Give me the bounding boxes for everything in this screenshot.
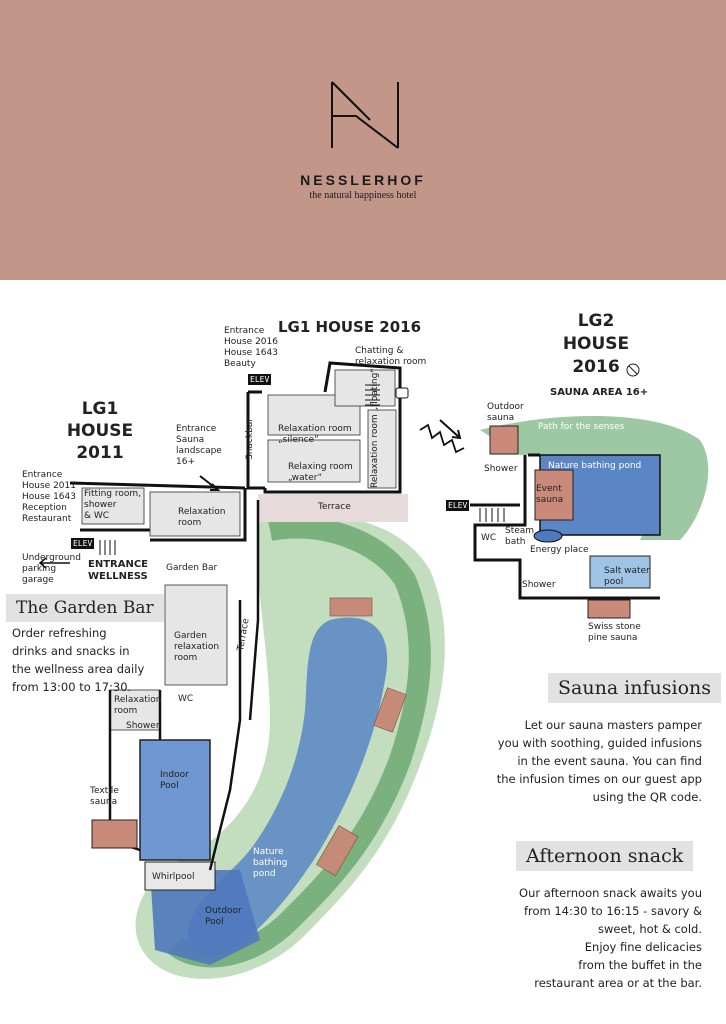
steam-bath-label: Steam bath bbox=[505, 526, 535, 547]
terrace-label: Terrace bbox=[318, 502, 351, 512]
arrow-icon bbox=[440, 420, 460, 438]
outdoor-sauna-label: Outdoor sauna bbox=[487, 402, 524, 423]
whirlpool-label: Whirlpool bbox=[152, 872, 195, 882]
path-senses-label: Path for the senses bbox=[538, 422, 625, 432]
textile-sauna-shape bbox=[92, 820, 137, 848]
indoor-pool-label: Indoor Pool bbox=[160, 770, 189, 791]
outdoor-pool-label: Outdoor Pool bbox=[205, 906, 242, 927]
event-sauna-label: Event sauna bbox=[536, 484, 564, 505]
snackbar-label: Snackbar bbox=[245, 417, 255, 460]
indoor-pool-shape bbox=[140, 740, 210, 860]
elevator-label: ELEV bbox=[73, 539, 93, 548]
entrance-wellness-label: ENTRANCE WELLNESS bbox=[88, 559, 148, 582]
relax-floating-label: Relaxation room „floating“ bbox=[370, 368, 380, 488]
lg1-2011-title: LG1 HOUSE 2011 bbox=[66, 399, 134, 463]
elevator-label: ELEV bbox=[250, 375, 270, 384]
sauna-area-label: SAUNA AREA 16+ bbox=[550, 387, 649, 398]
entrance-sauna-label: Entrance Sauna landscape 16+ bbox=[176, 424, 222, 467]
shower2-lg2-label: Shower bbox=[522, 580, 556, 590]
garden-bar-text: Order refreshing drinks and snacks in the wellness area daily from 13:00 to 17:30. bbox=[12, 626, 145, 694]
sauna-infusions-title: Sauna infusions bbox=[548, 673, 721, 703]
shower-label: Shower bbox=[126, 721, 160, 731]
sauna-infusions-text: Let our sauna masters pamper you with soothing, guided infusions in the event sauna. You can find the infusion times on our guest app using the QR code. bbox=[496, 718, 702, 804]
elevator-label: ELEV bbox=[448, 501, 468, 510]
brand-tagline: the natural happiness hotel bbox=[309, 190, 417, 201]
nesslerhof-logo-icon bbox=[328, 80, 402, 150]
terrace-vertical-label: Terrace bbox=[236, 617, 252, 652]
energy-place-label: Energy place bbox=[530, 545, 589, 555]
chat-icon bbox=[396, 388, 408, 398]
wc-lg2-label: WC bbox=[481, 533, 497, 543]
textile-sauna-label: Textile sauna bbox=[90, 786, 119, 807]
relax-silence-label: Relaxation room „silence“ bbox=[278, 424, 352, 445]
entrance-2011-label: Entrance House 2011 House 1643 Reception Restaurant bbox=[22, 470, 76, 524]
lg2-2016-title: LG2 HOUSE 2016 bbox=[562, 311, 630, 377]
nature-pond-label: Nature bathing pond bbox=[253, 847, 288, 879]
lg1-2016-title: LG1 HOUSE 2016 bbox=[278, 318, 422, 336]
nature-pond-lg2-label: Nature bathing pond bbox=[548, 461, 642, 471]
relax-water-label: Relaxing room „water“ bbox=[288, 462, 353, 483]
garden-bar-title: The Garden Bar bbox=[6, 594, 164, 622]
header-banner bbox=[0, 0, 726, 280]
salt-pool-label: Salt water pool bbox=[604, 566, 650, 587]
swiss-pine-sauna-label: Swiss stone pine sauna bbox=[588, 622, 641, 643]
relaxation-room-label: Relaxation room bbox=[178, 507, 226, 528]
chatting-room-label: Chatting & relaxation room bbox=[355, 346, 427, 367]
entrance-2016-label: Entrance House 2016 House 1643 Beauty bbox=[224, 326, 278, 369]
brand-name: NESSLERHOF bbox=[300, 172, 426, 188]
garden-bar-label: Garden Bar bbox=[166, 563, 218, 573]
afternoon-snack-text: Our afternoon snack awaits you from 14:30 to 16:15 - savory & sweet, hot & cold. Enjoy fine delicacies from the buffet in the restaurant area or at the bar. bbox=[519, 886, 702, 990]
fitting-room-label: Fitting room, shower & WC bbox=[84, 489, 142, 521]
shower-lg2-label: Shower bbox=[484, 464, 518, 474]
relaxation-room-2-label: Relaxation room bbox=[114, 695, 162, 716]
wc-label: WC bbox=[178, 694, 194, 704]
garden-relax-label: Garden relaxation room bbox=[174, 631, 220, 663]
underground-garage-label: Underground parking garage bbox=[22, 553, 81, 585]
afternoon-snack-title: Afternoon snack bbox=[516, 841, 693, 871]
